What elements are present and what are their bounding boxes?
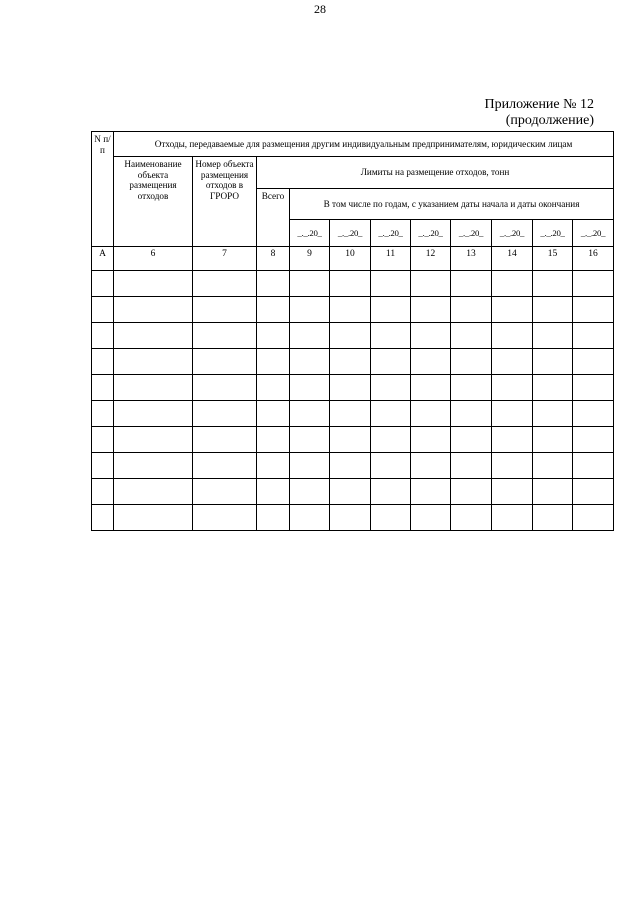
table-cell (451, 375, 492, 401)
table-cell (533, 323, 573, 349)
table-cell (451, 427, 492, 453)
table-cell (193, 453, 257, 479)
table-cell (114, 297, 193, 323)
table-cell (92, 505, 114, 531)
table-cell (451, 271, 492, 297)
table-cell (573, 453, 614, 479)
table-cell (290, 349, 330, 375)
header-object-name: Наименование объекта размещения отходов (114, 157, 193, 247)
table-cell (92, 453, 114, 479)
table-cell (371, 323, 411, 349)
table-cell (92, 271, 114, 297)
table-cell (411, 427, 451, 453)
table-cell (257, 453, 290, 479)
appendix-continuation: (продолжение) (505, 113, 594, 128)
table-cell (257, 505, 290, 531)
table-cell (114, 453, 193, 479)
table-cell (573, 479, 614, 505)
table-cell (290, 323, 330, 349)
column-number-cell: 13 (451, 247, 492, 271)
table-cell (330, 453, 371, 479)
table-cell (451, 297, 492, 323)
table-cell (330, 505, 371, 531)
table-cell (371, 505, 411, 531)
table-cell (193, 479, 257, 505)
table-cell (533, 401, 573, 427)
column-number-cell: 12 (411, 247, 451, 271)
table-cell (257, 297, 290, 323)
table-row (92, 427, 614, 453)
table-cell (114, 349, 193, 375)
table-cell (114, 427, 193, 453)
header-object-number: Номер объекта размещения отходов в ГРОРО (193, 157, 257, 247)
column-number-cell: А (92, 247, 114, 271)
table-cell (492, 323, 533, 349)
table-cell (193, 375, 257, 401)
table-cell (492, 401, 533, 427)
date-range-cell: _._.20_ (492, 220, 533, 247)
date-range-cell: _._.20_ (411, 220, 451, 247)
table-cell (573, 375, 614, 401)
table-cell (371, 375, 411, 401)
table-cell (533, 349, 573, 375)
table-cell (533, 453, 573, 479)
table-cell (451, 479, 492, 505)
table-cell (371, 297, 411, 323)
table-cell (451, 453, 492, 479)
table-cell (573, 349, 614, 375)
table-cell (573, 427, 614, 453)
table-cell (290, 271, 330, 297)
table-cell (290, 505, 330, 531)
table-cell (92, 401, 114, 427)
column-number-cell: 11 (371, 247, 411, 271)
table-cell (533, 297, 573, 323)
table-cell (92, 427, 114, 453)
table-cell (193, 349, 257, 375)
header-by-years: В том числе по годам, с указанием даты начала и даты окончания (290, 189, 614, 220)
table-cell (411, 271, 451, 297)
table-cell (411, 375, 451, 401)
date-range-cell: _._.20_ (451, 220, 492, 247)
column-number-cell: 15 (533, 247, 573, 271)
table-cell (573, 323, 614, 349)
table-cell (92, 375, 114, 401)
table-cell (114, 479, 193, 505)
header-total: Всего (257, 189, 290, 247)
table-cell (114, 323, 193, 349)
table-cell (290, 427, 330, 453)
date-range-cell: _._.20_ (533, 220, 573, 247)
table-cell (411, 297, 451, 323)
date-range-cell: _._.20_ (573, 220, 614, 247)
table-cell (257, 375, 290, 401)
table-cell (492, 505, 533, 531)
table-cell (411, 323, 451, 349)
page-number: 28 (314, 2, 326, 16)
table-cell (573, 271, 614, 297)
table-cell (92, 349, 114, 375)
table-cell (451, 349, 492, 375)
table-cell (290, 297, 330, 323)
table-cell (257, 271, 290, 297)
table-cell (411, 401, 451, 427)
table-cell (193, 505, 257, 531)
table-cell (573, 401, 614, 427)
table-cell (371, 349, 411, 375)
table-cell (92, 479, 114, 505)
table-row (92, 271, 614, 297)
table-cell (492, 427, 533, 453)
table-cell (371, 427, 411, 453)
table-cell (330, 297, 371, 323)
table-row (92, 453, 614, 479)
table-cell (573, 297, 614, 323)
header-main: Отходы, передаваемые для размещения другим индивидуальным предпринимателям, юридическим лицам (114, 132, 614, 157)
table-cell (290, 375, 330, 401)
column-number-cell: 14 (492, 247, 533, 271)
header-n: N п/п (92, 132, 114, 247)
table-row (92, 323, 614, 349)
table-cell (290, 479, 330, 505)
column-number-cell: 6 (114, 247, 193, 271)
table-row (92, 505, 614, 531)
table-cell (114, 375, 193, 401)
table-cell (411, 505, 451, 531)
table-cell (193, 427, 257, 453)
table-row (92, 479, 614, 505)
waste-limits-table (91, 131, 614, 531)
table-cell (257, 427, 290, 453)
table-row (92, 297, 614, 323)
table-cell (330, 427, 371, 453)
table-cell (193, 323, 257, 349)
table-cell (451, 505, 492, 531)
table-cell (492, 349, 533, 375)
table-cell (492, 453, 533, 479)
table-cell (533, 479, 573, 505)
table-cell (257, 349, 290, 375)
table-cell (290, 401, 330, 427)
table-cell (330, 401, 371, 427)
table-cell (492, 271, 533, 297)
table-cell (411, 479, 451, 505)
table-cell (533, 427, 573, 453)
column-number-cell: 8 (257, 247, 290, 271)
table-cell (492, 479, 533, 505)
column-number-cell: 10 (330, 247, 371, 271)
table-cell (114, 271, 193, 297)
table-cell (193, 297, 257, 323)
table-cell (330, 479, 371, 505)
table-cell (451, 323, 492, 349)
table-cell (451, 401, 492, 427)
appendix-title: Приложение № 12 (484, 97, 594, 112)
table-cell (114, 401, 193, 427)
table-cell (290, 453, 330, 479)
table-cell (330, 349, 371, 375)
header-limits: Лимиты на размещение отходов, тонн (257, 157, 614, 189)
table-cell (411, 453, 451, 479)
column-number-cell: 7 (193, 247, 257, 271)
table-row (92, 349, 614, 375)
table-cell (330, 323, 371, 349)
table-cell (257, 323, 290, 349)
table-cell (573, 505, 614, 531)
table-cell (492, 297, 533, 323)
table-cell (114, 505, 193, 531)
table-cell (371, 479, 411, 505)
table-cell (371, 271, 411, 297)
table-cell (330, 375, 371, 401)
table-cell (193, 401, 257, 427)
column-number-cell: 9 (290, 247, 330, 271)
table-row (92, 375, 614, 401)
table-cell (492, 375, 533, 401)
table-cell (533, 375, 573, 401)
column-number-cell: 16 (573, 247, 614, 271)
table-cell (411, 349, 451, 375)
table-cell (371, 401, 411, 427)
appendix-label (485, 97, 595, 129)
table-cell (92, 323, 114, 349)
table-row (92, 401, 614, 427)
table-cell (257, 401, 290, 427)
table-cell (533, 505, 573, 531)
date-range-cell: _._.20_ (330, 220, 371, 247)
table-cell (371, 453, 411, 479)
date-range-cell: _._.20_ (371, 220, 411, 247)
table-cell (533, 271, 573, 297)
table-cell (92, 297, 114, 323)
table-cell (257, 479, 290, 505)
date-range-cell: _._.20_ (290, 220, 330, 247)
table-cell (193, 271, 257, 297)
table-cell (330, 271, 371, 297)
